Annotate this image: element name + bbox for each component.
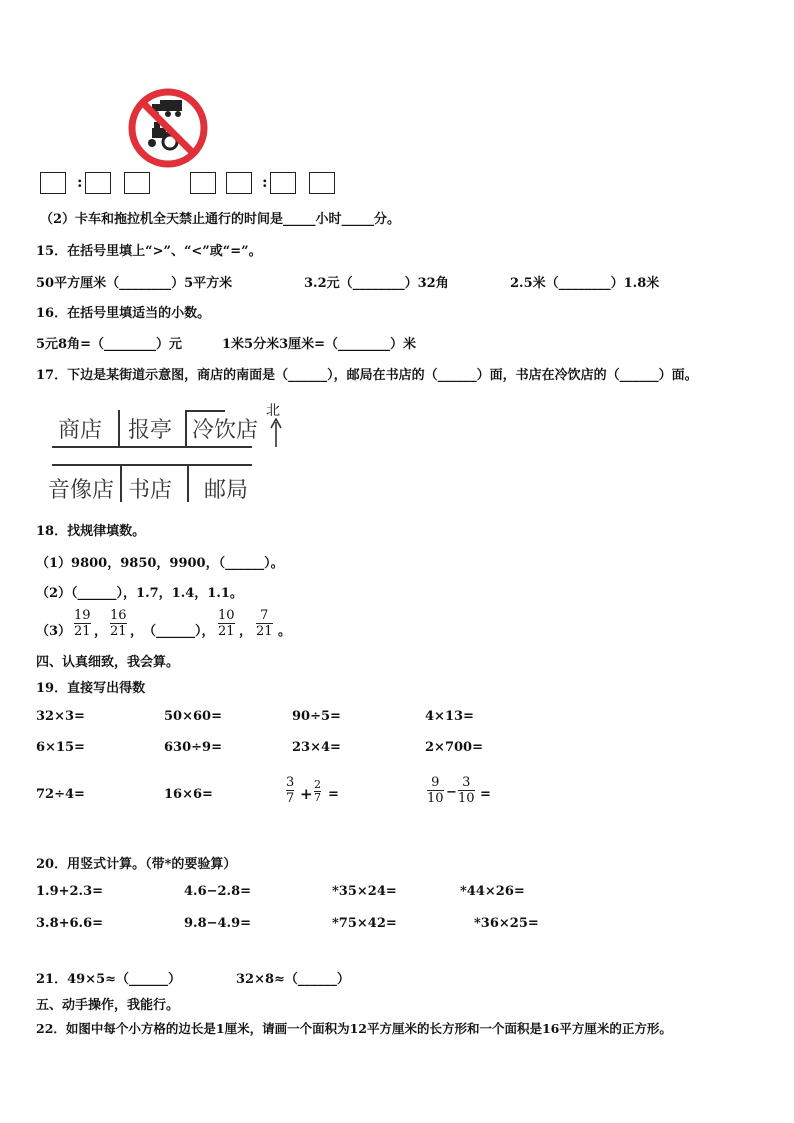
- q16-item-1: 5元8角=（________）元: [36, 337, 182, 352]
- q17-title: 17．下边是某街道示意图，商店的南面是（______），邮局在书店的（______）面，书店在冷饮店的（______）面。: [36, 368, 698, 383]
- time-box-1[interactable]: [40, 172, 66, 194]
- q19-r1-c3: 90÷5=: [292, 709, 341, 724]
- q18-comma-1: ，: [94, 624, 108, 639]
- q18-comma-2: ，: [130, 624, 144, 639]
- q20-r2-c1: 3.8+6.6=: [36, 916, 104, 931]
- section-5-heading: 五、动手操作，我能行。: [36, 998, 180, 1013]
- q19-title: 19．直接写出得数: [36, 681, 146, 696]
- q16-item-2: 1米5分米3厘米=（________）米: [222, 337, 417, 352]
- q18-title: 18．找规律填数。: [36, 524, 146, 539]
- time-box-7[interactable]: [309, 172, 335, 194]
- section-4-heading: 四、认真细致，我会算。: [36, 655, 180, 670]
- q21-part-a: 21．49×5≈（______）: [36, 972, 182, 987]
- q18-frac-4: 7 21: [256, 608, 273, 639]
- q20-r1-c4: *44×26=: [460, 884, 525, 899]
- q15-item-1: 50平方厘米（________）5平方米: [36, 276, 233, 291]
- map-bookstore: 书店: [128, 478, 173, 503]
- q14-part2: （2）卡车和拖拉机全天禁止通行的时间是_____小时_____分。: [40, 212, 401, 227]
- time-box-2[interactable]: [85, 172, 111, 194]
- q19-r2-c4: 2×700=: [425, 740, 483, 755]
- time-box-5[interactable]: [226, 172, 252, 194]
- q16-title: 16．在括号里填适当的小数。: [36, 306, 211, 321]
- colon-1: :: [77, 173, 83, 191]
- q19-r2-c2: 630÷9=: [164, 740, 222, 755]
- q20-r1-c2: 4.6−2.8=: [184, 884, 252, 899]
- q20-r1-c3: *35×24=: [332, 884, 397, 899]
- q19-r1-c4: 4×13=: [425, 709, 474, 724]
- q18-blank: （______），: [143, 624, 215, 639]
- map-newsstand: 报亭: [128, 418, 173, 443]
- map-cold-drink-shop: 冷饮店: [192, 418, 259, 443]
- colon-2: :: [262, 173, 268, 191]
- no-trucks-tractors-sign: [126, 86, 210, 170]
- q19-r3-c1: 72÷4=: [36, 787, 85, 802]
- q18-frac-3: 10 21: [218, 608, 235, 639]
- q20-title: 20．用竖式计算。（带*的要验算）: [36, 857, 237, 872]
- north-label: 北: [266, 403, 280, 419]
- q15-item-2: 3.2元（________）32角: [304, 276, 449, 291]
- q19-r2-c3: 23×4=: [292, 740, 341, 755]
- q18-frac-2: 16 21: [110, 608, 127, 639]
- north-arrow-icon: [270, 418, 282, 448]
- q18-frac-1: 19 21: [74, 608, 91, 639]
- q20-r1-c1: 1.9+2.3=: [36, 884, 104, 899]
- q19-r1-c1: 32×3=: [36, 709, 85, 724]
- q19-r3-c2: 16×6=: [164, 787, 213, 802]
- q20-r2-c2: 9.8−4.9=: [184, 916, 252, 931]
- map-av-shop: 音像店: [48, 478, 115, 503]
- q18-part2: （2）（______），1.7，1.4，1.1。: [36, 586, 243, 601]
- q15-title: 15．在括号里填上“>”、“<”或“=”。: [36, 244, 262, 259]
- q18-comma-3: ，: [239, 624, 253, 639]
- q20-r2-c3: *75×42=: [332, 916, 397, 931]
- time-box-4[interactable]: [190, 172, 216, 194]
- time-box-6[interactable]: [270, 172, 296, 194]
- q21-part-b: 32×8≈（______）: [236, 972, 350, 987]
- q15-item-3: 2.5米（________）1.8米: [510, 276, 660, 291]
- q18-part3-prefix: （3）: [36, 624, 72, 639]
- q19-r1-c2: 50×60=: [164, 709, 222, 724]
- q18-part1: （1）9800，9850，9900，（______）。: [36, 556, 284, 571]
- map-shop: 商店: [58, 418, 103, 443]
- map-post-office: 邮局: [204, 478, 249, 503]
- time-box-3[interactable]: [124, 172, 150, 194]
- q19-r2-c1: 6×15=: [36, 740, 85, 755]
- q22-text: 22．如图中每个小方格的边长是1厘米，请画一个面积为12平方厘米的长方形和一个面积是16平方厘米的正方形。: [36, 1021, 672, 1036]
- q20-r2-c4: *36×25=: [474, 916, 539, 931]
- q18-end: 。: [278, 624, 292, 639]
